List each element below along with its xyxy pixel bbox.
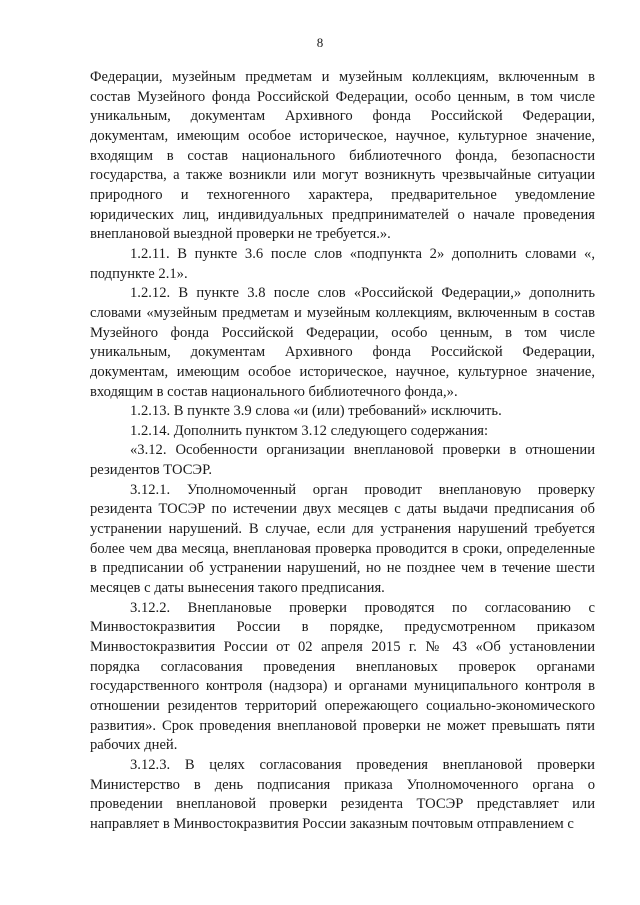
paragraph: 1.2.13. В пункте 3.9 слова «и (или) требований» исключить. bbox=[130, 403, 502, 420]
page-number: 8 bbox=[316, 35, 324, 50]
paragraph: 3.12.1. Уполномоченный орган проводит внеплановую проверку резидента ТОСЭР по истечении двух месяцев с даты выдачи предписания об устранении нарушений. В случае, если для устранения нарушений требуется более чем два месяца, внеплановая проверка проводится в сроки, определенные в предписании об устранении нарушений, но не позднее чем в течение шести месяцев с даты вынесения такого предписания. bbox=[90, 481, 595, 597]
section-heading: «3.12. Особенности организации внеплановой проверки в отношении резидентов ТОСЭР. bbox=[90, 442, 595, 479]
paragraph: Федерации, музейным предметам и музейным коллекциям, включенным в состав Музейного фонда Российской Федерации, особо ценным, в том числе уникальным, документам Архивного фонда Российской Федерации, документам, имеющим особое историческое, научное, культурное значение, входящим в состав национального библиотечного фонда, безопасности государства, а также возникли или могут возникнуть чрезвычайные ситуации природного и техногенного характера, предварительное уведомление юридических лиц, индивидуальных предпринимателей о начале проведения внеплановой выездной проверки не требуется.». bbox=[90, 69, 595, 243]
paragraph: 3.12.3. В целях согласования проведения внеплановой проверки Министерство в день подписания приказа Уполномоченного органа о проведении внеплановой проверки резидента ТОСЭР представляет или направляет в Минвостокразвития России заказным почтовым отправлением с bbox=[90, 756, 595, 832]
paragraph: 1.2.14. Дополнить пунктом 3.12 следующего содержания: bbox=[130, 422, 489, 439]
document-body bbox=[90, 68, 595, 835]
paragraph: 3.12.2. Внеплановые проверки проводятся по согласованию с Минвостокразвития России в порядке, предусмотренном приказом Минвостокразвития России от 02 апреля 2015 г. № 43 «Об установлении порядка согласования проведения внеплановых проверок органами государственного контроля (надзора) и органами муниципального контроля в отношении резидентов территорий опережающего социально-экономического развития». Срок проведения внеплановой проверки не может превышать пяти рабочих дней. bbox=[90, 599, 595, 754]
paragraph: 1.2.11. В пункте 3.6 после слов «подпункта 2» дополнить словами «, подпункте 2.1». bbox=[90, 245, 595, 282]
paragraph: 1.2.12. В пункте 3.8 после слов «Российской Федерации,» дополнить словами «музейным предметам и музейным коллекциям, включенным в состав Музейного фонда Российской Федерации, особо ценным, в том числе уникальным, документам Архивного фонда Российской Федерации, документам, имеющим особое историческое, научное, культурное значение, входящим в состав национального библиотечного фонда,». bbox=[90, 285, 595, 400]
